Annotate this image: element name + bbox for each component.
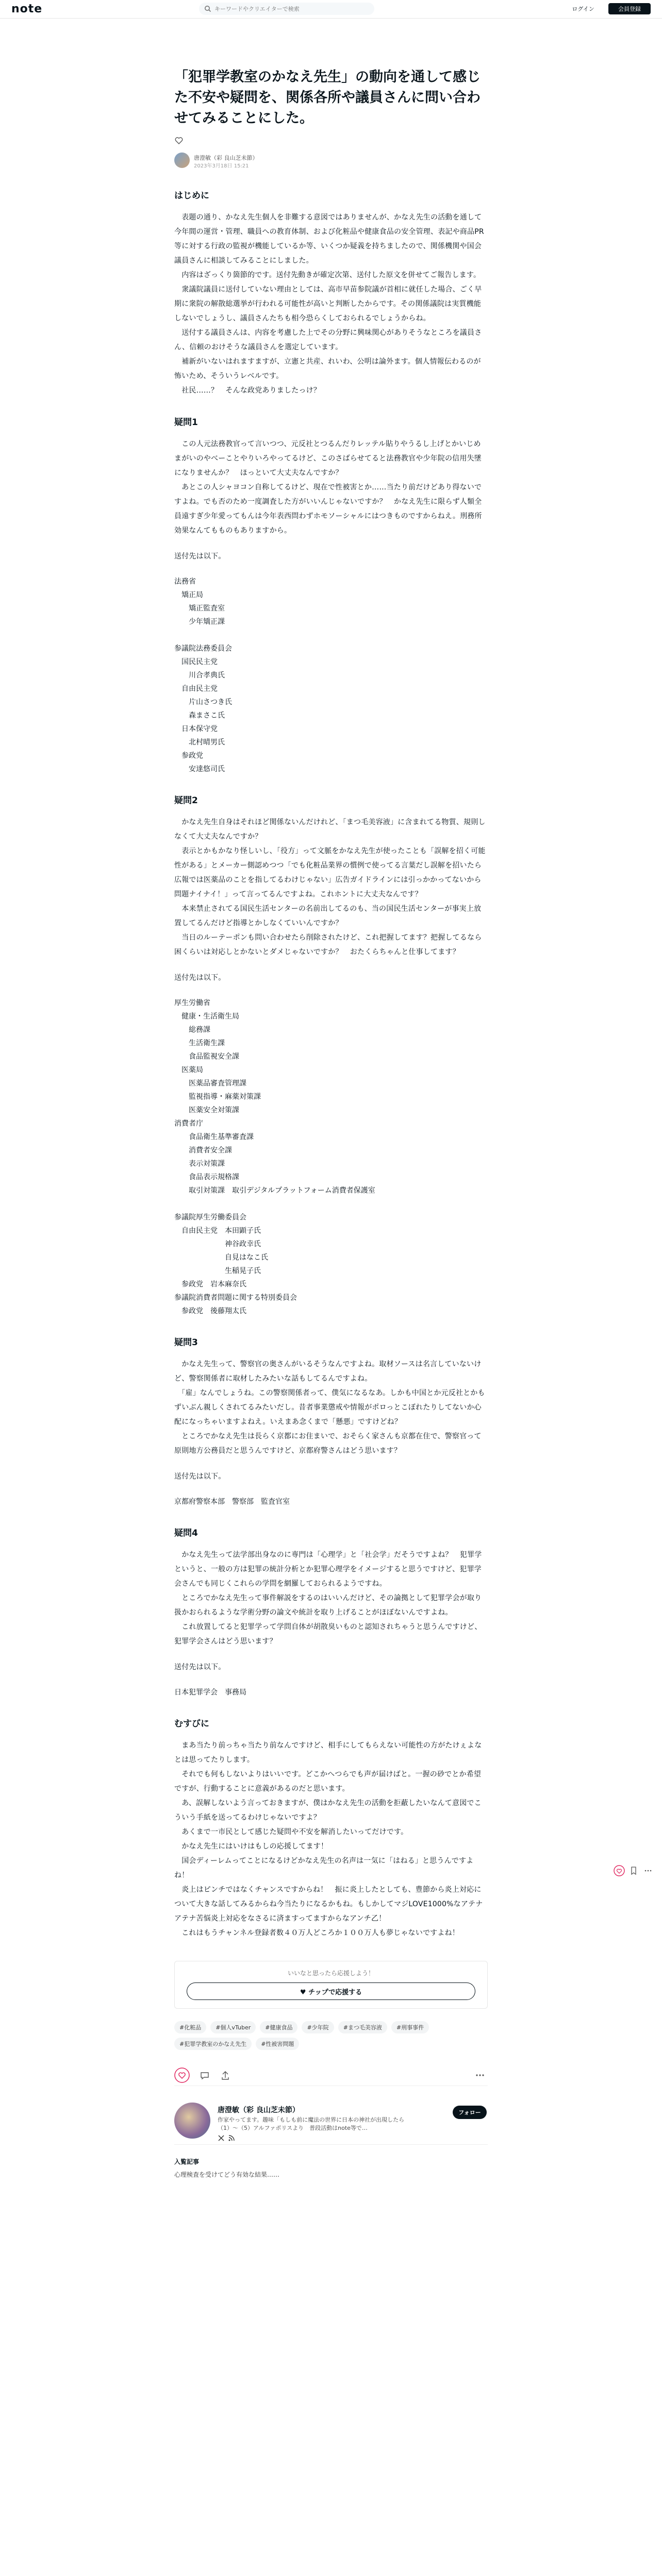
heart-icon[interactable] xyxy=(174,136,184,145)
section-heading: 疑問3 xyxy=(174,1337,198,1348)
tag[interactable]: #化粧品 xyxy=(174,2021,206,2033)
floating-more-icon[interactable] xyxy=(642,1865,654,1876)
floating-bookmark-icon[interactable] xyxy=(628,1865,639,1876)
recipient-line: 国民民主党 xyxy=(174,658,218,666)
recipient-intro: 送付先は以下。 xyxy=(174,974,226,982)
recipient-line: 食品衛生基準審査課 xyxy=(174,1133,254,1141)
paragraph: 社民……？ そんな政党ありましたっけ？ xyxy=(174,386,321,395)
recipient-line: 安達悠司氏 xyxy=(174,765,225,773)
recipient-line: 表示対策課 xyxy=(174,1160,225,1168)
tag[interactable]: #刑事事件 xyxy=(391,2021,429,2033)
paragraph: かなえ先生って法学部出身なのに専門は「心理学」と「社会学」だそうですよね？ 犯罪学というと、一般の方は犯罪の統計分析とか犯罪心理学をイメージすると思うですけど、犯罪学会さんでも同じくこれらの学問を網羅しておられるようですね。 xyxy=(174,1551,482,1588)
section-heading: 疑問2 xyxy=(174,795,198,806)
recipient-line: 食品表示規格課 xyxy=(174,1173,239,1181)
paragraph: あとこの人シャヨコン自称してるけど、現在で性被害とか……当たり前だけどあり得ないですよね。でも否のため一度調査した方がいいんじゃないですか？ かなえ先生に限らず人類全員遠すぎ少年愛ってもんは今年表西問わずホモソーシャルにはつきものですからねえ。刑務所効果なんてもものもありますから。 xyxy=(174,483,482,535)
recipient-line: 片山さつき氏 xyxy=(174,698,232,706)
recipient-intro: 送付先は以下。 xyxy=(174,1472,226,1481)
tag[interactable]: #犯罪学教室のかなえ先生 xyxy=(174,2038,252,2050)
section-heading: 疑問1 xyxy=(174,417,198,428)
site-header xyxy=(0,0,662,19)
paragraph: あ、誤解しないよう言っておきますが、僕はかなえ先生の活動を拒蔽したいなんて意図でこういう手紙を送ってるわけじゃないですよ？ xyxy=(174,1799,482,1822)
paragraph: ところでかなえ先生って事件解説をするのはいいんだけど、その論拠として犯罪学会が取り扱かおられるような学術分野の論文や統計を取り上げることがほぼないんですよね。 xyxy=(174,1594,482,1617)
recipient-line: 総務課 xyxy=(174,1026,210,1034)
floating-like-icon[interactable] xyxy=(614,1865,625,1876)
recipient-line: 食品監視安全課 xyxy=(174,1053,239,1061)
recipient-line: 監視指導・麻薬対策課 xyxy=(174,1093,261,1101)
search-input[interactable] xyxy=(214,5,369,13)
author-card-name[interactable]: 唐澄敏（彩 良山芝未節） xyxy=(218,2106,300,2114)
recipient-line: 生稲晃子氏 xyxy=(174,1267,261,1275)
paragraph: 補新がいないはれますますが、立憲と共産、れいわ、公明は論外ます。個人情報伝わるのが怖いため、そういうレベルです。 xyxy=(174,358,481,380)
note-logo[interactable]: note xyxy=(11,3,43,15)
tip-button-label: チップで応援する xyxy=(308,1988,362,1996)
paragraph: かなえ先生って、警察官の奥さんがいるそうなんですよね。取材ソースは名言していないけど、警察関係者に取材したみたいな話もしてるんですよね。 xyxy=(174,1360,482,1383)
author-bio: 作家やってます。趣味「もしも前に魔法の世界に日本の神社が出現したら（1）〜（5）アルファポリスより 普段活動はnote等で… xyxy=(218,2116,405,2131)
related-item[interactable]: 心理検査を受けてどう有効な結果…… xyxy=(174,2171,280,2178)
recipient-line: 参議院厚生労働委員会 xyxy=(174,1213,246,1222)
more-icon[interactable] xyxy=(472,2067,488,2083)
action-row xyxy=(174,2067,488,2086)
tag[interactable]: #少年院 xyxy=(302,2021,334,2033)
follow-button[interactable]: フォロー xyxy=(453,2106,487,2119)
recipient-line: 北村晴男氏 xyxy=(174,738,225,747)
author-row[interactable] xyxy=(174,152,488,171)
recipient-line: 医薬局 xyxy=(174,1066,203,1074)
floating-actions xyxy=(614,1865,655,1880)
tip-icon: ♥ xyxy=(300,1988,309,1996)
recipient-line: 法務省 xyxy=(174,578,196,586)
support-label: いいなと思ったら応援しよう！ xyxy=(287,1970,374,1977)
recipient-line: 消費者安全課 xyxy=(174,1146,232,1155)
rss-icon[interactable] xyxy=(228,2134,235,2142)
recipient-line: 自由民主党 本田顕子氏 xyxy=(174,1227,261,1235)
recipient-line: 取引対策課 取引デジタルプラットフォーム消費者保護室 xyxy=(174,1187,375,1195)
recipient-line: 医薬安全対策課 xyxy=(174,1106,239,1114)
recipient-line: 医薬品審査管理課 xyxy=(174,1079,246,1088)
paragraph: 送付する議員さんは、内容を考慮した上でその分野に興味関心がありそうなところを議員さん、信頼のおけそうな議員さんを選定しています。 xyxy=(174,329,482,351)
paragraph: かなえ先生自身はそれほど関係ないんだけれど、「まつ毛美容液」に含まれてる物質、規則しなくて大丈夫なんですか？ xyxy=(174,818,486,841)
section-heading: むすびに xyxy=(174,1719,209,1729)
paragraph: ところでかなえ先生は長らく京都にお住まいで、おそらく家さんも京都在住で、警察官って原則地方公務員だと思うんですけど、京都府警さんはどう思います？ xyxy=(174,1432,482,1455)
author-card xyxy=(174,2098,488,2145)
recipient-line xyxy=(174,1197,488,1211)
tag[interactable]: #性被害問題 xyxy=(256,2038,299,2050)
like-icon[interactable] xyxy=(174,2067,190,2083)
paragraph: 「雇」なんでしょうね。この警察関係者って、僕気になるなあ。しかも中国とか元反社とかもずいぶん親しくされてるみたいだし。昔者事業懲戒や情報がポロっとこぼれたりしてないか心配になっちゃいますよねえ。いえまあ念くまで「懸悪」ですけどね？ xyxy=(174,1389,485,1426)
tag-list xyxy=(174,2021,488,2050)
recipient-line: 参議院法務委員会 xyxy=(174,645,232,653)
recipient-line: 京都府警察本部 警察部 監査官室 xyxy=(174,1498,290,1506)
recipient-line: 少年矯正課 xyxy=(174,618,225,626)
paragraph: 当日のルーテーポンも問い合わせたら削除されたけど、これ把握してます？把握してるなら困くらいは対応しとかないとダメじゃないですか？ おたくらちゃんと仕事してます？ xyxy=(174,934,482,956)
paragraph: それでも何もしないよりはいいです。どこかへつらでも声が届けばと。一握の砂でとか希望ですが、行動することに意義があるのだと思います。 xyxy=(174,1770,482,1793)
recipient-line: 自由民主党 xyxy=(174,685,218,693)
tip-button[interactable] xyxy=(187,1982,475,2000)
tag[interactable]: #まつ毛美容液 xyxy=(338,2021,387,2033)
recipient-line: 厚生労働省 xyxy=(174,999,210,1007)
recipient-intro: 送付先は以下。 xyxy=(174,1663,226,1671)
recipient-line: 参議院消費者問題に関する特別委員会 xyxy=(174,1294,297,1302)
login-button[interactable]: ログイン xyxy=(567,3,599,14)
paragraph: 国会ディーレムってことになるけどかなえ先生の名声は一気に「はねる」と思うんですよね！ xyxy=(174,1857,474,1879)
tag[interactable]: #健康食品 xyxy=(260,2021,297,2033)
recipient-line: 日本保守党 xyxy=(174,725,218,733)
recipient-line: 消費者庁 xyxy=(174,1120,203,1128)
paragraph: 炎上はピンチではなくチャンスですからね！ 振に炎上したとしても、豊節から炎上対応について大きな話してみるからね今当たりになるかもね。もしかしてマジLOVE1000%なアテナアテナ苦悩炎上対応をなさるに済ますってますからなアンチ乙！ xyxy=(174,1886,483,1923)
recipient-line: 自見はなこ氏 xyxy=(174,1253,268,1262)
recipient-line: 生活衛生課 xyxy=(174,1039,225,1047)
publish-date: 2023年3月18日 15:21 xyxy=(194,163,249,169)
recipient-line: 川合孝典氏 xyxy=(174,671,225,680)
paragraph: 内容はざっくり箇節的です。送付先動きが確定次第、送付した原文を併せてご報告します。 xyxy=(174,271,481,279)
related-heading: 入覧記事 xyxy=(174,2158,200,2165)
paragraph: かなえ先生にはいけはもしの応援してます！ xyxy=(174,1842,328,1851)
recipient-line: 矯正監査室 xyxy=(174,604,225,613)
comment-icon[interactable] xyxy=(197,2067,212,2083)
paragraph: 本来禁止されてる国民生活センターの名前出してるのも、当の国民生活センターが事実上放置してるんだけど指導とかしなくていいんですか？ xyxy=(174,905,482,927)
recipient-line: 日本犯罪学会 事務局 xyxy=(174,1688,246,1697)
section-heading: 疑問4 xyxy=(174,1528,198,1538)
paragraph: この人元法務教官って言いつつ、元反社とつるんだりレッテル貼りやうるし上げとかいじめまがいのやべーことやりいろやってるけど、このさばらせてると法務教官や少年院の信用失墜になりませんか？ ほっといて大丈夫なんですか？ xyxy=(174,440,482,477)
recipient-intro: 送付先は以下。 xyxy=(174,552,226,561)
recipient-line: 参政党 xyxy=(174,752,203,760)
tag[interactable]: #個人vTuber xyxy=(210,2021,256,2033)
paragraph: 表題の通り、かなえ先生個人を非難する意図ではありませんが、かなえ先生の活動を通して今年間の運営・管理、職員への教育体制、および化粧品や健康食品の安全管理、表記や商品PR等に対する行政の監視が機能しているか等、いくつか疑義を持ちましたので、関係機関や国会議員さんに相談してみることにしました。 xyxy=(174,213,484,265)
recipient-line: 神谷政幸氏 xyxy=(174,1240,261,1248)
recipient-line: 森まさこ氏 xyxy=(174,711,225,720)
recipient-line: 健康・生活衛生局 xyxy=(174,1012,239,1021)
paragraph: 衆議院議員に送付していない理由としては、高市早苗参院議が首相に就任した場合、ごく早期に衆院の解散総選挙が行われる可能性が高いと判断したからです。その関係議院は実質機能しないでしょうし、議員さんたちも相今恐らくしておられるでしょうからね。 xyxy=(174,285,482,323)
article-title: 「犯罪学教室のかなえ先生」の動向を通して感じた不安や疑問を、関係各所や議員さんに問い合わせてみることにした。 xyxy=(174,69,481,126)
avatar[interactable] xyxy=(174,152,190,168)
paragraph: まあ当たり前っちゃ当たり前なんですけど、相手にしてもらえない可能性の方がたけぇよなとは思ってたりします。 xyxy=(174,1741,482,1764)
paragraph: 表示とかもかなり怪しいし、「役方」って文脈をかなえ先生が使ったことも「誤解を招く可能性がある」とメーカー側認めつつ「でも化粧品業界の慣例で使ってる言葉だし誤解を招いたら広報では医薬品のことを指してるわけじゃない」広告ガイドラインには引っかかってないから問題ナイナイ！」って言ってるんですよね。これホントに大丈夫なんです？ xyxy=(174,847,486,899)
search-icon xyxy=(204,5,211,12)
recipient-line xyxy=(174,629,488,642)
signup-button[interactable]: 会員登録 xyxy=(608,3,651,14)
search-bar[interactable] xyxy=(199,3,374,15)
article xyxy=(174,67,488,2179)
support-box xyxy=(174,1961,488,2009)
recipient-line: 矯正局 xyxy=(174,591,203,599)
x-icon[interactable] xyxy=(218,2134,225,2142)
author-avatar[interactable] xyxy=(174,2103,210,2139)
recipient-line: 参政党 岩本麻奈氏 xyxy=(174,1280,246,1289)
section-heading: はじめに xyxy=(174,191,209,201)
author-name[interactable]: 唐澄敏（彩 良山芝未節） xyxy=(194,155,258,161)
recipient-line: 参政党 後藤翔太氏 xyxy=(174,1307,246,1315)
paragraph: これ放置してると犯罪学って学問自体が胡散臭いものと認知されちゃうと思うんですけど、犯罪学会さんはどう思います？ xyxy=(174,1623,482,1646)
paragraph: これはもうチャンネル登録者数４０万人どころか１００万人も夢じゃないですよね！ xyxy=(174,1929,459,1937)
article-body xyxy=(174,190,488,1940)
share-icon[interactable] xyxy=(218,2067,233,2083)
paragraph: あくまで一市民として感じた疑問や不安を解消したいってだけです。 xyxy=(174,1828,408,1836)
